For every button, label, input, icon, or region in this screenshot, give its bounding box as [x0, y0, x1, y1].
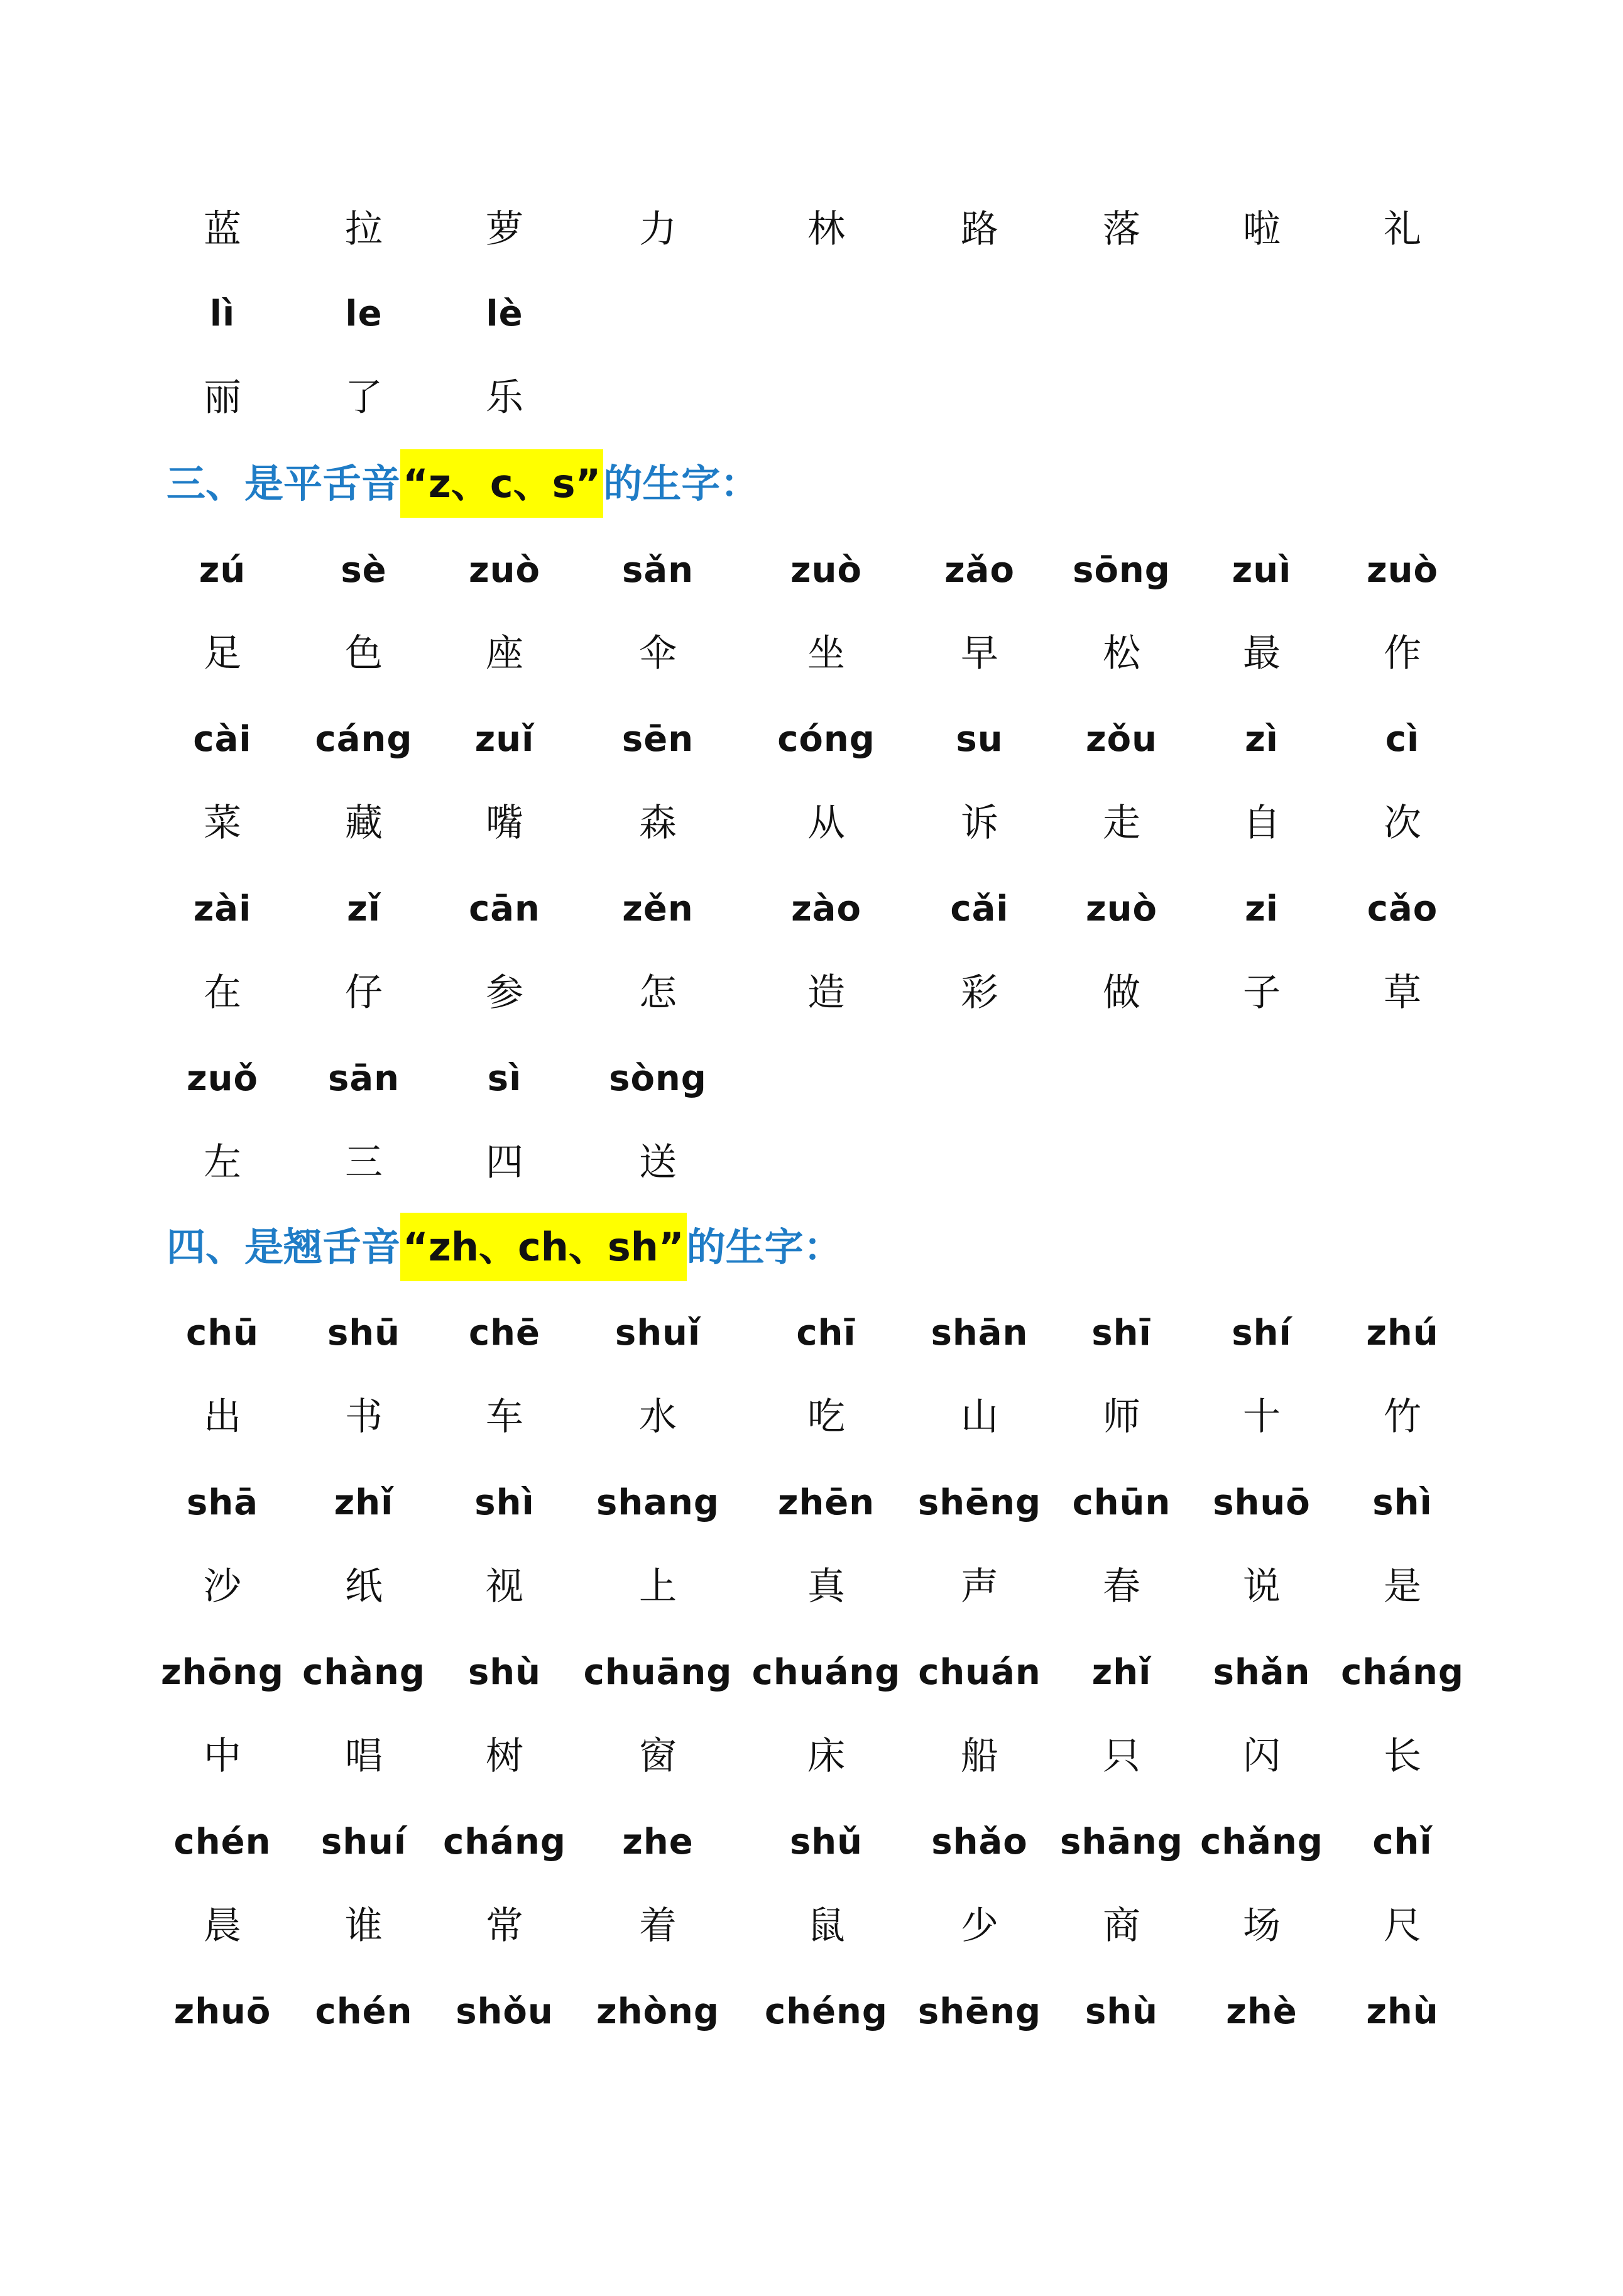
- character: 坐: [807, 631, 845, 675]
- pinyin: zǎo: [944, 550, 1015, 591]
- pinyin: zhōng: [161, 1652, 284, 1693]
- character: 彩: [961, 971, 998, 1015]
- character-row: [0, 1719, 1623, 1794]
- pinyin: zuò: [1367, 550, 1438, 591]
- character: 少: [961, 1904, 998, 1948]
- pinyin: shì: [1372, 1482, 1433, 1523]
- character: 林: [807, 207, 845, 251]
- pinyin: shí: [1232, 1313, 1292, 1353]
- pinyin: chū: [186, 1313, 259, 1353]
- pinyin: zhēn: [777, 1482, 875, 1523]
- pinyin: zuò: [1086, 888, 1157, 929]
- pinyin: sǎn: [622, 550, 694, 591]
- pinyin: cǎi: [950, 888, 1009, 929]
- character: 在: [204, 971, 241, 1015]
- pinyin: zhe: [622, 1822, 694, 1862]
- pinyin: shēng: [917, 1991, 1042, 2032]
- character: 山: [961, 1395, 998, 1439]
- pinyin-row: [0, 1041, 1623, 1117]
- character: 船: [961, 1734, 998, 1778]
- character: 沙: [204, 1565, 241, 1609]
- character: 拉: [345, 207, 383, 251]
- character: 晨: [204, 1904, 241, 1948]
- pinyin-row: [0, 872, 1623, 947]
- pinyin: zi: [1245, 888, 1279, 929]
- character: 师: [1103, 1395, 1140, 1439]
- pinyin: shāng: [1060, 1822, 1183, 1862]
- character: 参: [486, 971, 523, 1015]
- pinyin: zhòng: [596, 1991, 719, 2032]
- character: 尺: [1384, 1904, 1421, 1948]
- character: 萝: [486, 207, 523, 251]
- character: 春: [1103, 1565, 1140, 1609]
- pinyin: chuán: [918, 1652, 1041, 1693]
- character: 足: [204, 631, 241, 675]
- character: 送: [639, 1140, 677, 1184]
- pinyin: zhè: [1226, 1991, 1298, 2032]
- character-row: [0, 1549, 1623, 1624]
- character: 嘴: [486, 801, 523, 845]
- character: 床: [807, 1734, 845, 1778]
- character: 造: [807, 971, 845, 1015]
- section-3-heading: [167, 446, 759, 522]
- character-row: [0, 1888, 1623, 1964]
- pinyin: zuì: [1232, 550, 1292, 591]
- character: 次: [1384, 801, 1421, 845]
- pinyin: cóng: [777, 719, 875, 760]
- heading-suffix: 的生字：: [686, 1224, 843, 1270]
- character: 水: [639, 1395, 677, 1439]
- pinyin: cān: [469, 888, 540, 929]
- character: 说: [1243, 1565, 1281, 1609]
- pinyin: shǒu: [456, 1991, 554, 2032]
- pinyin: chén: [315, 1991, 413, 2032]
- pinyin: zǒu: [1086, 719, 1157, 760]
- pinyin-row: [0, 1635, 1623, 1710]
- pinyin: shī: [1091, 1313, 1152, 1353]
- pinyin: shù: [467, 1652, 542, 1693]
- pinyin: zú: [199, 550, 246, 591]
- pinyin: shǔ: [789, 1822, 863, 1862]
- pinyin: shuǐ: [615, 1313, 701, 1353]
- pinyin: le: [345, 293, 383, 334]
- character: 菜: [204, 801, 241, 845]
- pinyin-row: [0, 276, 1623, 352]
- pinyin: sēn: [621, 719, 694, 760]
- character: 座: [486, 631, 523, 675]
- pinyin: chūn: [1072, 1482, 1171, 1523]
- character: 了: [345, 376, 383, 420]
- character: 三: [345, 1140, 383, 1184]
- pinyin: shū: [327, 1313, 401, 1353]
- character: 真: [807, 1565, 845, 1609]
- pinyin: cháng: [1341, 1652, 1464, 1693]
- character-row: [0, 955, 1623, 1030]
- pinyin: chǎng: [1200, 1822, 1323, 1862]
- pinyin: chén: [173, 1822, 271, 1862]
- pinyin: chàng: [302, 1652, 425, 1693]
- pinyin: sān: [328, 1058, 400, 1099]
- character: 做: [1103, 971, 1140, 1015]
- character: 子: [1243, 971, 1281, 1015]
- pinyin: zuǒ: [187, 1058, 258, 1099]
- pinyin: shēng: [917, 1482, 1042, 1523]
- heading-prefix: 四、是翘舌音: [167, 1224, 401, 1270]
- pinyin: zài: [193, 888, 252, 929]
- character: 商: [1103, 1904, 1140, 1948]
- section-4-heading: [167, 1210, 843, 1285]
- pinyin: cài: [193, 719, 252, 760]
- character: 走: [1103, 801, 1140, 845]
- character: 松: [1103, 631, 1140, 675]
- pinyin: zǐ: [347, 888, 381, 929]
- character: 吃: [807, 1395, 845, 1439]
- character-row: [0, 360, 1623, 435]
- pinyin: su: [956, 719, 1003, 760]
- character: 诉: [961, 801, 998, 845]
- character: 长: [1384, 1734, 1421, 1778]
- character: 作: [1384, 631, 1421, 675]
- pinyin: shuí: [320, 1822, 407, 1862]
- character: 仔: [345, 971, 383, 1015]
- pinyin: chǐ: [1372, 1822, 1433, 1862]
- character: 怎: [639, 971, 677, 1015]
- character: 中: [204, 1734, 241, 1778]
- character: 力: [639, 207, 677, 251]
- pinyin: chuáng: [751, 1652, 901, 1693]
- pinyin: zhú: [1366, 1313, 1439, 1353]
- pinyin: zuǐ: [474, 719, 535, 760]
- pinyin: zhuō: [173, 1991, 271, 2032]
- character: 早: [961, 631, 998, 675]
- character: 常: [486, 1904, 523, 1948]
- pinyin: cì: [1385, 719, 1420, 760]
- pinyin-row: [0, 1296, 1623, 1371]
- character: 上: [639, 1565, 677, 1609]
- pinyin: cáng: [315, 719, 413, 760]
- character: 闪: [1243, 1734, 1281, 1778]
- pinyin-row: [0, 702, 1623, 777]
- pinyin: zuò: [469, 550, 540, 591]
- pinyin: shì: [474, 1482, 535, 1523]
- character: 鼠: [807, 1904, 845, 1948]
- pinyin: chéng: [765, 1991, 888, 2032]
- pinyin: lì: [209, 293, 236, 334]
- pinyin: shǎn: [1213, 1652, 1311, 1693]
- pinyin: zì: [1245, 719, 1279, 760]
- pinyin: shù: [1085, 1991, 1159, 2032]
- pinyin: zhǐ: [1091, 1652, 1152, 1693]
- character-row: [0, 785, 1623, 861]
- character: 伞: [639, 631, 677, 675]
- pinyin: sōng: [1073, 550, 1171, 591]
- pinyin: lè: [486, 293, 523, 334]
- character: 藏: [345, 801, 383, 845]
- pinyin: chē: [468, 1313, 541, 1353]
- pinyin: shǎo: [931, 1822, 1028, 1862]
- pinyin: shang: [596, 1482, 719, 1523]
- character: 谁: [345, 1904, 383, 1948]
- pinyin: zhǐ: [334, 1482, 394, 1523]
- character: 色: [345, 631, 383, 675]
- pinyin: shuō: [1213, 1482, 1311, 1523]
- character: 视: [486, 1565, 523, 1609]
- character: 自: [1243, 801, 1281, 845]
- pinyin: zuò: [790, 550, 862, 591]
- pinyin: shān: [931, 1313, 1029, 1353]
- heading-prefix: 三、是平舌音: [167, 461, 401, 506]
- character: 森: [639, 801, 677, 845]
- pinyin-row: [0, 1974, 1623, 2050]
- character: 竹: [1384, 1395, 1421, 1439]
- character: 书: [345, 1395, 383, 1439]
- pinyin: sè: [341, 550, 387, 591]
- character-row: [0, 1125, 1623, 1200]
- character: 草: [1384, 971, 1421, 1015]
- character: 左: [204, 1140, 241, 1184]
- pinyin: cǎo: [1367, 888, 1438, 929]
- pinyin: shā: [187, 1482, 258, 1523]
- pinyin: sì: [487, 1058, 522, 1099]
- heading-highlight: “zh、ch、sh”: [400, 1213, 687, 1281]
- pinyin: chī: [796, 1313, 856, 1353]
- character: 出: [204, 1395, 241, 1439]
- character: 窗: [639, 1734, 677, 1778]
- character: 十: [1243, 1395, 1281, 1439]
- pinyin: sòng: [609, 1058, 707, 1099]
- character: 是: [1384, 1565, 1421, 1609]
- character: 路: [961, 207, 998, 251]
- character: 乐: [486, 376, 523, 420]
- character: 礼: [1384, 207, 1421, 251]
- pinyin: chuāng: [583, 1652, 733, 1693]
- character-row: [0, 1379, 1623, 1455]
- character: 声: [961, 1565, 998, 1609]
- heading-suffix: 的生字：: [603, 461, 760, 506]
- pinyin-row: [0, 1465, 1623, 1541]
- character: 丽: [204, 376, 241, 420]
- character: 落: [1103, 207, 1140, 251]
- character: 从: [807, 801, 845, 845]
- character: 四: [486, 1140, 523, 1184]
- pinyin: zěn: [622, 888, 694, 929]
- heading-highlight: “z、c、s”: [400, 449, 603, 518]
- character: 啦: [1243, 207, 1281, 251]
- character: 唱: [345, 1734, 383, 1778]
- character-row: [0, 192, 1623, 267]
- character: 只: [1103, 1734, 1140, 1778]
- character: 树: [486, 1734, 523, 1778]
- character-row: [0, 616, 1623, 691]
- character: 车: [486, 1395, 523, 1439]
- pinyin: zào: [791, 888, 861, 929]
- pinyin-row: [0, 1805, 1623, 1880]
- pinyin: zhù: [1366, 1991, 1439, 2032]
- character: 蓝: [204, 207, 241, 251]
- character: 最: [1243, 631, 1281, 675]
- pinyin-row: [0, 533, 1623, 608]
- character: 着: [639, 1904, 677, 1948]
- pinyin: cháng: [443, 1822, 566, 1862]
- character: 场: [1243, 1904, 1281, 1948]
- character: 纸: [345, 1565, 383, 1609]
